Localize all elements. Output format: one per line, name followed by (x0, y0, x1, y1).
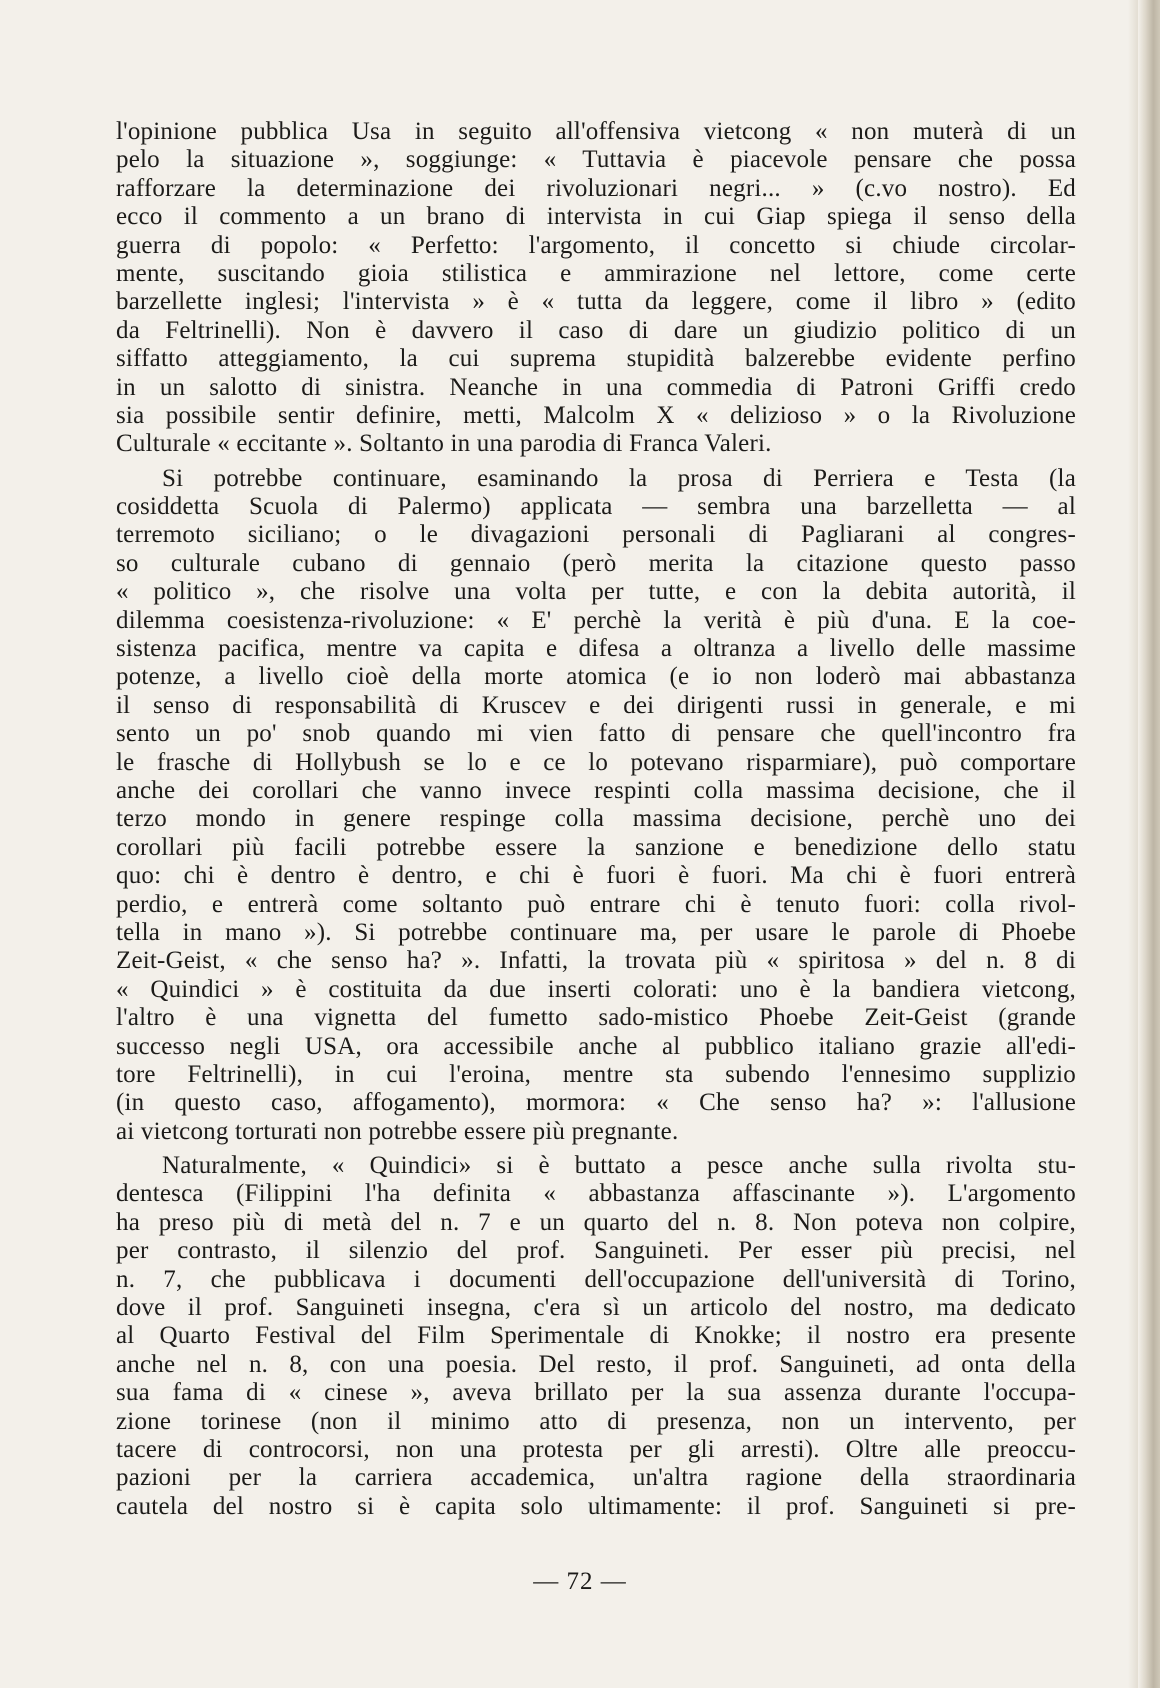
text-line: ecco il commento a un brano di intervista in cui Giap spiega il senso della (116, 203, 1076, 231)
text-line: Naturalmente, « Quindici» si è buttato a pesce anche sulla rivolta stu- (162, 1152, 1076, 1180)
text-line: l'altro è una vignetta del fumetto sado-mistico Phoebe Zeit-Geist (grande (116, 1004, 1076, 1032)
text-line: cautela del nostro si è capita solo ultimamente: il prof. Sanguineti si pre- (116, 1492, 1076, 1520)
page-number: — 72 — (533, 1568, 627, 1595)
text-line: Zeit-Geist, « che senso ha? ». Infatti, la trovata più « spiritosa » del n. 8 di (116, 947, 1076, 975)
text-line: in un salotto di sinistra. Neanche in una commedia di Patroni Griffi credo (116, 373, 1076, 401)
text-line: il senso di responsabilità di Kruscev e dei dirigenti russi in generale, e mi (116, 691, 1076, 719)
text-line: zione torinese (non il minimo atto di presenza, non un intervento, per (116, 1407, 1076, 1435)
text-line: (in questo caso, affogamento), mormora: « Che senso ha? »: l'allusione (116, 1089, 1076, 1117)
paragraph-1 (116, 118, 1076, 459)
text-line: da Feltrinelli). Non è davvero il caso di dare un giudizio politico di un (116, 316, 1076, 344)
text-line: al Quarto Festival del Film Sperimentale di Knokke; il nostro era presente (116, 1322, 1076, 1350)
text-line: cosiddetta Scuola di Palermo) applicata — sembra una barzelletta — al (116, 493, 1076, 521)
text-line: tore Feltrinelli), in cui l'eroina, mentre sta subendo l'ennesimo supplizio (116, 1060, 1076, 1088)
text-line: guerra di popolo: « Perfetto: l'argomento, il concetto si chiude circolar- (116, 231, 1076, 259)
text-line: le frasche di Hollybush se lo e ce lo potevano risparmiare), può comportare (116, 748, 1076, 776)
text-line: corollari più facili potrebbe essere la sanzione e benedizione dello statu (116, 833, 1076, 861)
text-line: Si potrebbe continuare, esaminando la prosa di Perriera e Testa (la (162, 464, 1076, 492)
text-line: dove il prof. Sanguineti insegna, c'era sì un articolo del nostro, ma dedicato (116, 1294, 1076, 1322)
text-line: « Quindici » è costituita da due inserti colorati: uno è la bandiera vietcong, (116, 975, 1076, 1003)
text-line: Culturale « eccitante ». Soltanto in una parodia di Franca Valeri. (116, 430, 772, 458)
text-line: dentesca (Filippini l'ha definita « abbastanza affascinante »). L'argomento (116, 1180, 1076, 1208)
text-line: sistenza pacifica, mentre va capita e difesa a oltranza a livello delle massime (116, 635, 1076, 663)
text-line: terzo mondo in genere respinge colla massima decisione, perchè uno dei (116, 805, 1076, 833)
text-line: sia possibile sentir definire, metti, Malcolm X « delizioso » o la Rivoluzione (116, 401, 1076, 429)
text-line: dilemma coesistenza-rivoluzione: « E' perchè la verità è più d'una. E la coe- (116, 606, 1076, 634)
text-line: mente, suscitando gioia stilistica e ammirazione nel lettore, come certe (116, 259, 1076, 287)
text-line: rafforzare la determinazione dei rivoluzionari negri... » (c.vo nostro). Ed (116, 174, 1076, 202)
text-line: l'opinione pubblica Usa in seguito all'offensiva vietcong « non muterà di un (116, 118, 1076, 145)
text-line: sento un po' snob quando mi vien fatto di pensare che quell'incontro fra (116, 720, 1076, 748)
text-line: tella in mano »). Si potrebbe continuare ma, per usare le parole di Phoebe (116, 918, 1076, 946)
text-line: pelo la situazione », soggiunge: « Tuttavia è piacevole pensare che possa (116, 146, 1076, 174)
text-line: anche dei corollari che vanno invece respinti colla massima decisione, che il (116, 776, 1076, 804)
text-line: potenze, a livello cioè della morte atomica (e io non loderò mai abbastanza (116, 663, 1076, 691)
body-text (116, 118, 1076, 1521)
page-edge-shadow (1138, 0, 1160, 1688)
text-line: pazioni per la carriera accademica, un'altra ragione della straordinaria (116, 1464, 1076, 1492)
text-line: quo: chi è dentro è dentro, e chi è fuori è fuori. Ma chi è fuori entrerà (116, 862, 1076, 890)
text-line: tacere di controcorsi, non una protesta per gli arresti). Oltre alle preoccu- (116, 1435, 1076, 1463)
text-line: siffatto atteggiamento, la cui suprema stupidità balzerebbe evidente perfino (116, 345, 1076, 373)
text-line: « politico », che risolve una volta per tutte, e con la debita autorità, il (116, 578, 1076, 606)
paragraph-3 (116, 1152, 1076, 1521)
text-line: perdio, e entrerà come soltanto può entrare chi è tenuto fuori: colla rivol- (116, 890, 1076, 918)
text-line: ai vietcong torturati non potrebbe essere più pregnante. (116, 1117, 679, 1145)
text-line: ha preso più di metà del n. 7 e un quarto del n. 8. Non poteva non colpire, (116, 1208, 1076, 1236)
text-line: terremoto siciliano; o le divagazioni personali di Pagliarani al congres- (116, 521, 1076, 549)
paragraph-2 (116, 465, 1076, 1146)
text-line: so culturale cubano di gennaio (però merita la citazione questo passo (116, 549, 1076, 577)
text-line: successo negli USA, ora accessibile anche al pubblico italiano grazie all'edi- (116, 1032, 1076, 1060)
text-line: barzellette inglesi; l'intervista » è « tutta da leggere, come il libro » (edito (116, 288, 1076, 316)
scan-shadow (1128, 0, 1138, 1688)
text-line: n. 7, che pubblicava i documenti dell'occupazione dell'università di Torino, (116, 1265, 1076, 1293)
text-line: per contrasto, il silenzio del prof. Sanguineti. Per esser più precisi, nel (116, 1237, 1076, 1265)
text-line: sua fama di « cinese », aveva brillato per la sua assenza durante l'occupa- (116, 1379, 1076, 1407)
text-line: anche nel n. 8, con una poesia. Del resto, il prof. Sanguineti, ad onta della (116, 1350, 1076, 1378)
